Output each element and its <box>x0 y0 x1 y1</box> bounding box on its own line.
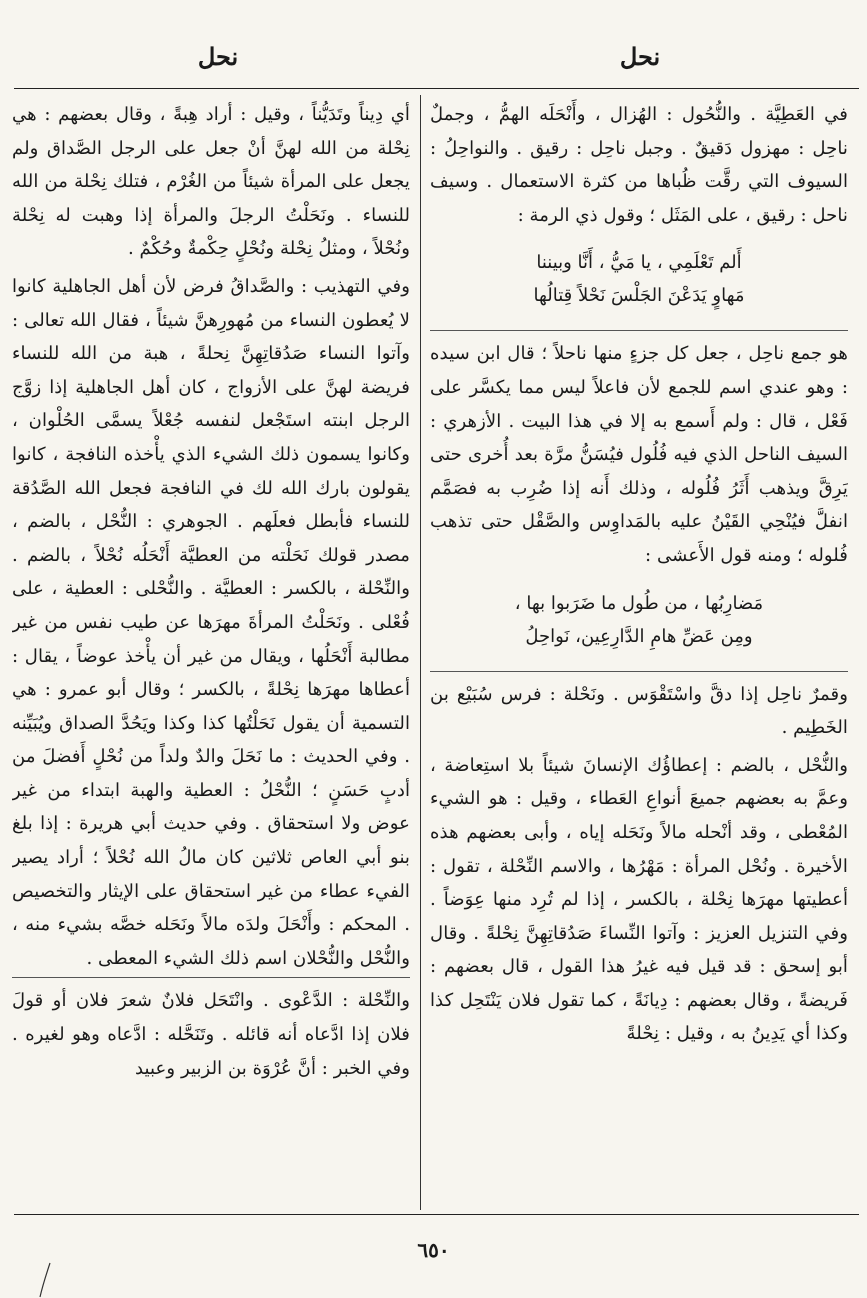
page-number: ٦٥٠ <box>417 1238 450 1262</box>
paragraph: هو جمع ناحِل ، جعل كل جزءٍ منها ناحلاً ؛ قال ابن سيده : وهو عندي اسم للجمع لأن فاعلاً ليس مما يكسَّر على فَعْل ، قال : ولم أَسمع به إلا في هذا البيت . الأزهري : السيف الناحل الذي فيه فُلُول فيُسَنُّ مرَّة بعد أُخرى حتى يَرِقَّ ويذهب أَثَرُ فُلُوله ، وذلك أَنه إذا ضُرِب به فصَمَّم انفلَّ فيُنْحِي القَيْنُ عليه بالمَداوِس والصَّقْل حتى تذهب فُلوله ؛ ومنه قول الأَعشى : <box>430 343 848 566</box>
section-rule <box>12 977 410 978</box>
paragraph: والنُّحْل ، بالضم : إعطاؤُك الإنسانَ شيئاً بلا استِعاضة ، وعمَّ به بعضهم جميعَ أنواعِ العَطاء ، وقيل : هو الشيء المُعْطى ، وقد أنْحله مالاً ونَحَله إياه ، وأبى بعضهم هذه الأخيرة . ونُحْل المرأة : مَهْرُها ، والاسم النِّحْلة ، تقول : أعطيتها مهرَها نِحْلة ، بالكسر ، إذا لم تُرِد منها عِوَضاً . وفي التنزيل العزيز : وآتوا النِّساءَ صَدُقاتِهِنَّ نِحْلةً . وقال أبو إسحق : قد قيل فيه غيرُ هذا القول ، قال بعضهم : فَريضةً ، وقال بعضهم : دِيانَةً ، كما تقول فلان يَنْتَحِل كذا وكذا أي يَدِينُ به ، وقيل : نِحْلةً <box>430 754 848 1045</box>
right-column <box>430 98 848 1206</box>
verse-line: ومِن عَضِّ هامِ الدَّارِعِين، نَواحِلُ <box>525 625 753 647</box>
paragraph: وقمرٌ ناحِل إذا دقَّ واسْتَقْوَس . ونَحْلة : فرس سُبَيْع بن الخَطِيم . <box>430 683 848 739</box>
header-rule <box>14 88 859 89</box>
left-column <box>12 98 410 1206</box>
verse-al-asha <box>430 587 848 653</box>
section-rule <box>430 330 848 331</box>
paragraph: والنِّحْلة : الدَّعْوى . وانْتَحَل فلانٌ شعرَ فلان أو قولَ فلان إذا ادَّعاه أنه قائله . وتَنَحَّله : ادَّعاه وهو لغيره . وفي الخبر : أنَّ عُرْوَة بن الزبير وعبيد <box>12 990 410 1079</box>
verse-line: مَهاوٍ يَدَعْنَ الجَلْسَ نَحْلاً قِتالُها <box>533 285 745 307</box>
verse-dhu-al-rumma <box>430 246 848 312</box>
paragraph: أي دِيناً وتَدَيُّناً ، وقيل : أراد هِبةً ، وقال بعضهم : هي نِحْلة من الله لهنَّ أنْ جعل على الرجل الصَّداق ولم يجعل على المرأة شيئاً من الغُرْم ، فتلك نِحْلة من الله للنساء . ونَحَلْتُ الرجلَ والمرأة إذا وهبت له نِحْلة ونُحْلاً ، ومثلُ نِحْلة ونُحْلٍ حِكْمةٌ وحُكْمٌ . <box>12 104 410 260</box>
running-headword-right: نحل <box>619 42 661 71</box>
paragraph: وفي التهذيب : والصَّداقُ فرض لأن أهل الجاهلية كانوا لا يُعطون النساء من مُهورِهنَّ شيئاً ، فقال الله تعالى : وآتوا النساء صَدُقاتِهِنَّ نِحلةً ، هبة من الله للنساء فريضة لهنَّ على الأزواج ، كان أهل الجاهلية إذا زوَّج الرجل ابنته استَجْعل لنفسه جُعْلاً يسمَّى الحُلْوان ، وكانوا يسمون ذلك الشيء الذي يأْخذه النافجة ، كانوا يقولون بارك الله لك في النافجة فجعل الله الصَّدُقة للنساء فأبطل فعلَهم . الجوهري : النُّحْل ، بالضم ، مصدر قولك نَحَلْته من العطيَّة أَنْحَلُه نُحْلاً ، بالضم . والنِّحْلة ، بالكسر : العطيَّة . والنُّحْلى : العطية ، على فُعْلى . ونَحَلْتُ المرأةَ مهرَها عن طيب نفس من غير مطالبة أَنْحَلُها ، ويقال من غير أن يأْخذ عوضاً ، يقال : أعطاها مهرَها نِحْلةً ، بالكسر ؛ وقال أبو عمرو : هي التسمية أن يقول نَحَلْتُها كذا وكذا ويَحُدَّ الصداق ويُبَيِّنه . وفي الحديث : ما نَحَلَ والدٌ ولداً من نُحْلٍ أَفضلَ من أدبٍ حَسَنٍ ؛ النُّحْلُ : العطية والهبة ابتداء من غير عوض ولا استحقاق . وفي حديث أبي هريرة : إذا بلغ بنو أبي العاص ثلاثين كان مالُ الله نُحْلاً ؛ أراد يصير الفيء عطاء من غير استحقاق على الإيثار والتخصيص . المحكم : وأَنْحَلَ ولدَه مالاً ونَحَله خصَّه بشيء منه ، والنُّحْل والنُّحْلان اسم ذلك الشيء المعطى . <box>12 275 410 969</box>
column-divider <box>420 95 421 1210</box>
paragraph: في العَطِيَّة . والنُّحُول : الهُزال ، وأَنْحَلَه الهمُّ ، وجملٌ ناحِل : مهزول دَقيقٌ . وجبل ناحِل : رقيق . والنواحِلُ : السيوف التي رقَّت ظُباها من كثرة الاستعمال . وسيف ناحل : رقيق ، على المَثَل ؛ وقول ذي الرمة : <box>430 104 848 226</box>
footer-rule <box>14 1214 859 1215</box>
running-headword-left: نحل <box>197 42 239 71</box>
section-rule <box>430 671 848 672</box>
pen-stroke-mark <box>38 1262 52 1298</box>
verse-line: مَضارِبُها ، من طُول ما ضَرَبوا بها ، <box>514 592 764 614</box>
verse-line: أَلم تَعْلَمِي ، يا مَيُّ ، أَنَّا وبيننا <box>536 252 742 274</box>
